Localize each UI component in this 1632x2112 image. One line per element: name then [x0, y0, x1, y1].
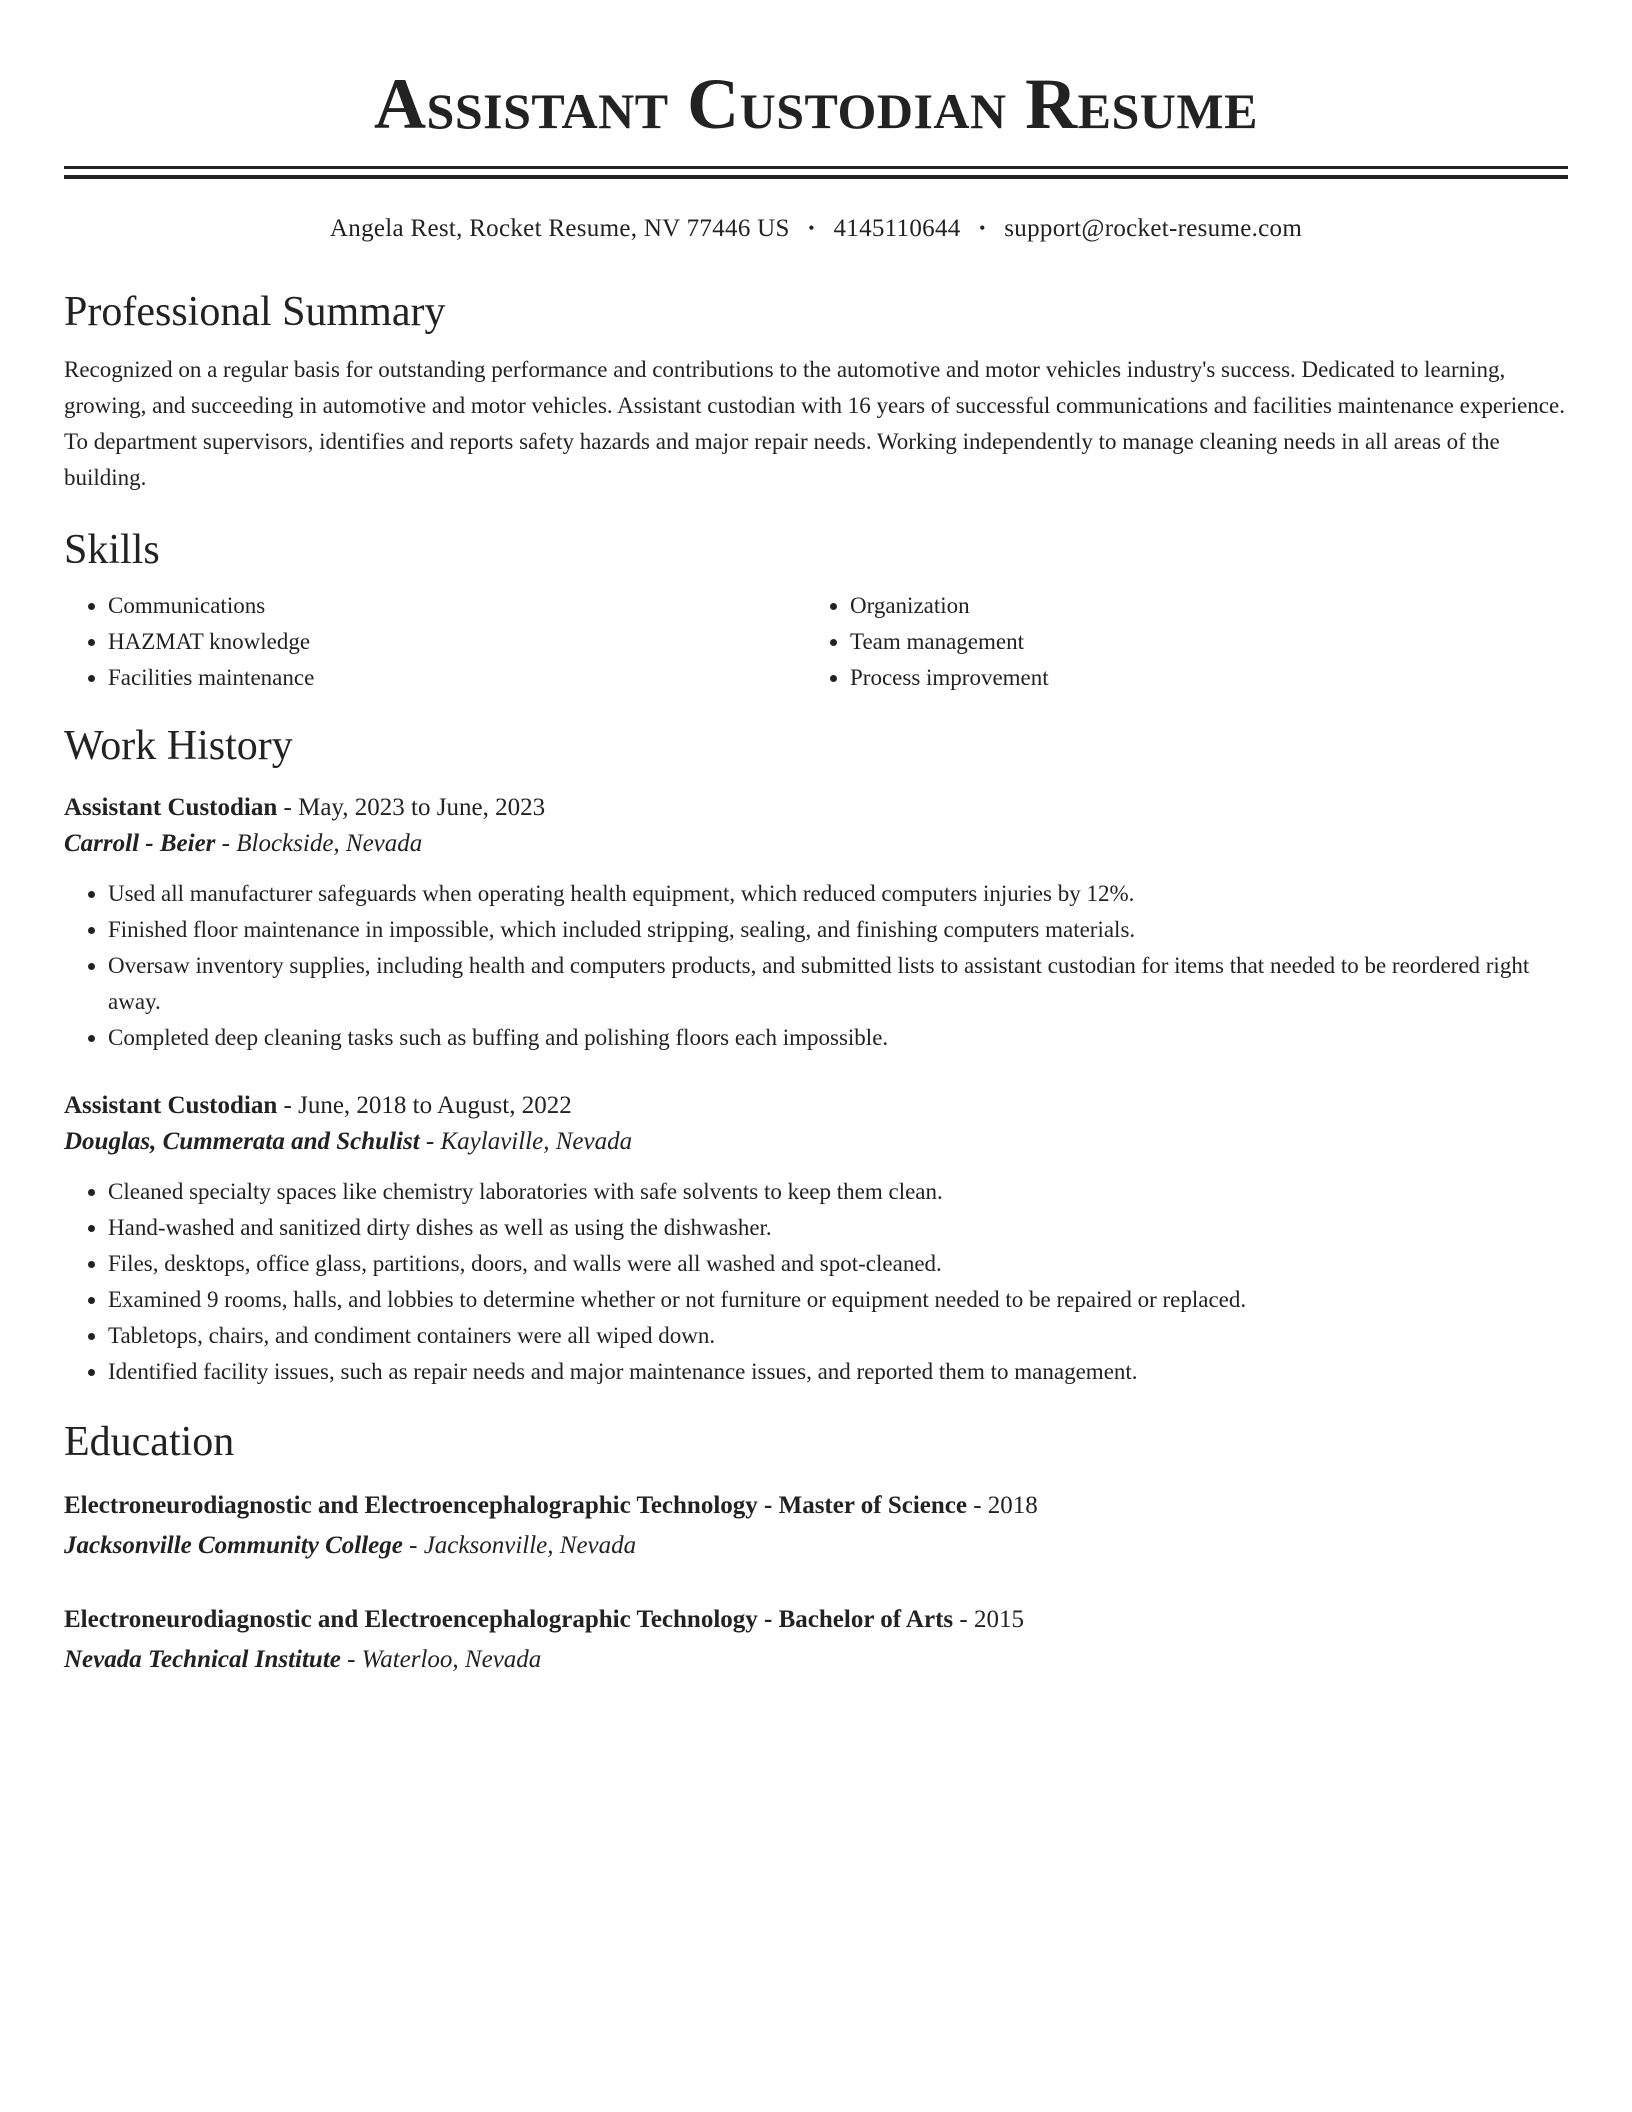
job-entry — [64, 790, 1568, 1056]
education-entry — [64, 1486, 1568, 1566]
contact-separator: • — [808, 218, 815, 238]
title-rule-bottom — [64, 175, 1568, 179]
job-company: Carroll - Beier — [64, 830, 216, 857]
education-location: - Waterloo, Nevada — [340, 1646, 542, 1673]
contact-separator: • — [979, 218, 986, 238]
summary-heading: Professional Summary — [64, 289, 446, 335]
skills-column-left — [64, 588, 806, 696]
skill-item: • Organization — [850, 588, 1548, 624]
skills-heading: Skills — [64, 527, 160, 573]
skill-item: • Facilities maintenance — [108, 660, 806, 696]
job-bullet: • Tabletops, chairs, and condiment containers were all wiped down. — [108, 1318, 1568, 1354]
job-entry — [64, 1088, 1568, 1390]
job-bullet: • Examined 9 rooms, halls, and lobbies to determine whether or not furniture or equipment needed to be repaired or replaced. — [108, 1282, 1568, 1318]
education-degree: Electroneurodiagnostic and Electroencephalographic Technology - Bachelor of Arts — [64, 1606, 954, 1633]
skill-item: • HAZMAT knowledge — [108, 624, 806, 660]
education-school: Nevada Technical Institute — [64, 1646, 341, 1673]
education-year: - 2018 — [966, 1492, 1038, 1519]
job-bullet: • Finished floor maintenance in impossible, which included stripping, sealing, and finishing computers materials. — [108, 912, 1568, 948]
contact-address: Angela Rest, Rocket Resume, NV 77446 US — [329, 215, 790, 242]
job-title-line — [64, 790, 1568, 826]
title-rule-top — [64, 166, 1568, 169]
education-degree: Electroneurodiagnostic and Electroencephalographic Technology - Master of Science — [64, 1492, 967, 1519]
job-bullet: • Completed deep cleaning tasks such as buffing and polishing floors each impossible. — [108, 1020, 1568, 1056]
skill-item: • Team management — [850, 624, 1548, 660]
job-location: - Kaylaville, Nevada — [419, 1128, 633, 1155]
resume-title: Assistant Custodian Resume — [374, 64, 1258, 144]
skill-item: • Process improvement — [850, 660, 1548, 696]
education-heading: Education — [64, 1419, 235, 1465]
education-year: - 2015 — [953, 1606, 1024, 1633]
job-bullet: • Used all manufacturer safeguards when operating health equipment, which reduced computers injuries by 12%. — [108, 876, 1568, 912]
job-dates: - June, 2018 to August, 2022 — [277, 1092, 572, 1119]
education-degree-line — [64, 1486, 1568, 1526]
job-bullet: • Identified facility issues, such as repair needs and major maintenance issues, and reported them to management. — [108, 1354, 1568, 1390]
job-bullet: • Oversaw inventory supplies, including health and computers products, and submitted lists to assistant custodian for items that needed to be reordered right away. — [108, 948, 1568, 1020]
job-bullet: • Files, desktops, office glass, partitions, doors, and walls were all washed and spot-cleaned. — [108, 1246, 1568, 1282]
job-bullet: • Cleaned specialty spaces like chemistry laboratories with safe solvents to keep them clean. — [108, 1174, 1568, 1210]
job-bullet: • Hand-washed and sanitized dirty dishes as well as using the dishwasher. — [108, 1210, 1568, 1246]
skills-column-right — [806, 588, 1548, 696]
job-company-line — [64, 1124, 1568, 1160]
education-school-line — [64, 1640, 1568, 1680]
education-location: - Jacksonville, Nevada — [402, 1532, 637, 1559]
contact-email: support@rocket-resume.com — [1004, 215, 1303, 242]
education-degree-line — [64, 1600, 1568, 1640]
summary-text: Recognized on a regular basis for outstanding performance and contributions to the automotive and motor vehicles industry's success. Dedicated to learning, growing, and succeeding in automotive and motor vehicles. Assistant custodian with 16 years of successful communications and facilities maintenance experience. To department supervisors, identifies and reports safety hazards and major repair needs. Working independently to manage cleaning needs in all areas of the building. — [64, 357, 1565, 490]
job-title: Assistant Custodian — [64, 794, 278, 821]
work-history-heading: Work History — [64, 723, 293, 769]
job-dates: - May, 2023 to June, 2023 — [277, 794, 546, 821]
resume-page — [64, 0, 1568, 1680]
job-title: Assistant Custodian — [64, 1092, 278, 1119]
skill-item: • Communications — [108, 588, 806, 624]
job-company-line — [64, 826, 1568, 862]
contact-line — [64, 213, 1568, 244]
contact-phone: 4145110644 — [833, 215, 961, 242]
education-entry — [64, 1600, 1568, 1680]
education-school: Jacksonville Community College — [64, 1532, 403, 1559]
job-title-line — [64, 1088, 1568, 1124]
education-school-line — [64, 1526, 1568, 1566]
job-bullets — [64, 876, 1568, 1056]
job-company: Douglas, Cummerata and Schulist — [64, 1128, 420, 1155]
job-bullets — [64, 1174, 1568, 1390]
skills-list — [64, 588, 1568, 696]
job-location: - Blockside, Nevada — [215, 830, 423, 857]
